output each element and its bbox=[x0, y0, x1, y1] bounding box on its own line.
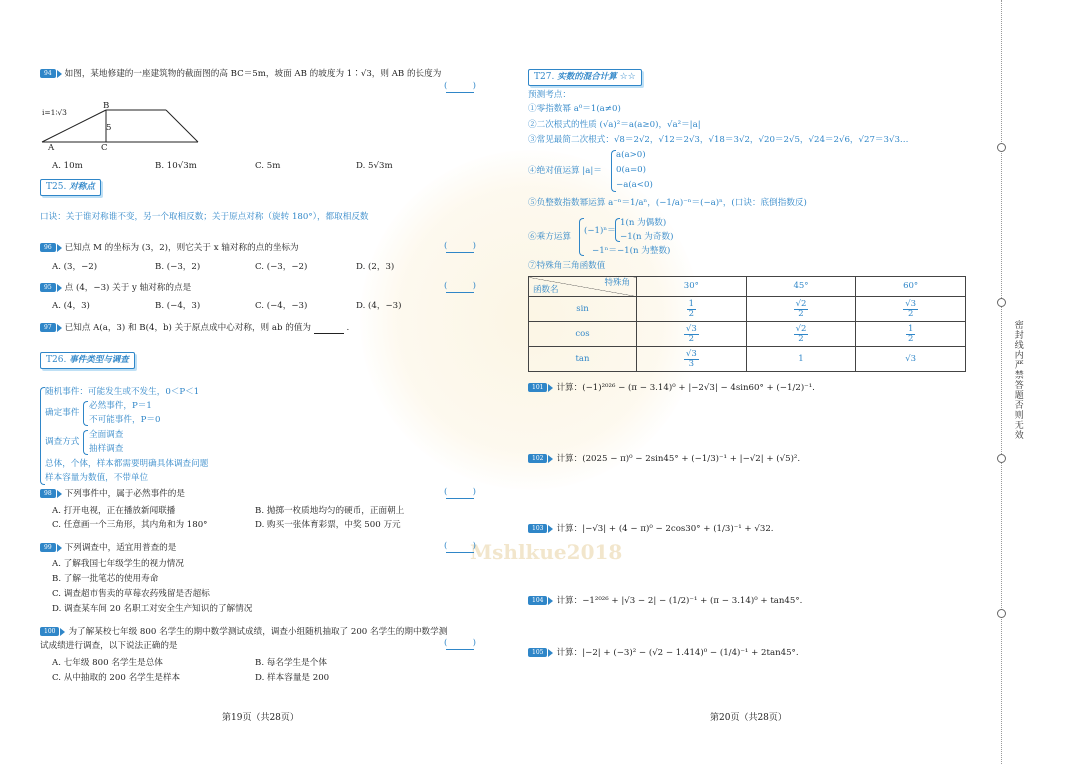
note-population: 总体，个体，样本都需要明确具体调查问题 bbox=[45, 459, 209, 469]
angle-header: 45° bbox=[746, 277, 856, 297]
page-footer: 第20页（共28页） bbox=[710, 713, 787, 723]
numerator: √3 bbox=[685, 348, 697, 359]
arrow-icon bbox=[57, 490, 62, 498]
option-d[interactable]: D. 样本容量是 200 bbox=[255, 673, 330, 683]
arrow-icon bbox=[57, 244, 62, 252]
t25-mnemonic: 口诀：关于谁对称谁不变，另一个取相反数；关于原点对称（旋转 180°），都取相反数 bbox=[40, 212, 369, 222]
corner-top-label: 特殊角 bbox=[604, 278, 630, 288]
arrow-icon bbox=[548, 525, 553, 533]
question-98 bbox=[40, 489, 185, 499]
question-text: 下列调查中，适宜用普查的是 bbox=[64, 543, 177, 553]
abs-case-3: −a(a<0) bbox=[616, 180, 653, 190]
denominator: 3 bbox=[688, 358, 695, 369]
option-c[interactable]: C. 调查超市售卖的草莓农药残留是否超标 bbox=[52, 589, 210, 599]
answer-slot[interactable] bbox=[446, 489, 474, 499]
point-5: ⑤负整数指数幂运算 a⁻ⁿ＝1/aⁿ，(−1/a)⁻ⁿ＝(−a)ⁿ，(口诀：底倒指数反) bbox=[528, 198, 807, 208]
question-text: 下列事件中，属于必然事件的是 bbox=[64, 489, 185, 499]
table-cell: √3 bbox=[856, 347, 966, 372]
trig-table bbox=[528, 276, 966, 372]
option-c[interactable]: C. 5m bbox=[255, 161, 281, 171]
note-certain-1: 必然事件，P＝1 bbox=[89, 401, 152, 411]
survey-brace bbox=[83, 430, 88, 455]
table-cell bbox=[856, 297, 966, 322]
numerator: √3 bbox=[685, 323, 697, 334]
slope-label: i=1∶√3 bbox=[42, 108, 67, 117]
arrow-icon bbox=[57, 324, 62, 332]
point-a-label: A bbox=[48, 143, 55, 153]
question-number: 98 bbox=[40, 489, 56, 498]
section-t25 bbox=[40, 179, 101, 196]
table-row bbox=[529, 322, 966, 347]
option-d[interactable]: D. 购买一张体育彩票，中奖 500 万元 bbox=[255, 520, 401, 530]
option-a[interactable]: A. (4，3) bbox=[52, 301, 90, 311]
option-c[interactable]: C. (−3，−2) bbox=[255, 262, 308, 272]
note-certain-label: 确定事件 bbox=[45, 408, 80, 418]
power-brace bbox=[579, 218, 584, 256]
section-title: 实数的混合计算 bbox=[557, 72, 617, 82]
question-number: 96 bbox=[40, 243, 56, 252]
point-1: ①零指数幂 a⁰＝1(a≠0) bbox=[528, 104, 621, 114]
option-d[interactable]: D. 调查某车间 20 名职工对安全生产知识的了解情况 bbox=[52, 604, 253, 614]
table-cell bbox=[637, 347, 747, 372]
arrow-icon bbox=[57, 284, 62, 292]
option-a[interactable]: A. (3，−2) bbox=[52, 262, 98, 272]
binding-dotted-line bbox=[1001, 0, 1002, 764]
certain-brace bbox=[83, 401, 88, 426]
denominator: 2 bbox=[907, 308, 914, 319]
question-number: 101 bbox=[528, 383, 547, 392]
numerator: 1 bbox=[688, 298, 695, 309]
arrow-icon bbox=[548, 649, 553, 657]
question-number: 105 bbox=[528, 648, 547, 657]
abs-case-1: a(a>0) bbox=[616, 150, 646, 160]
question-text: 计算：−1²⁰²⁶ + |√3 − 2| − (1/2)⁻¹ + (π − 3.14)⁰ + tan45°. bbox=[556, 596, 803, 606]
arrow-icon bbox=[548, 455, 553, 463]
option-b[interactable]: B. (−4，3) bbox=[155, 301, 201, 311]
binding-hole bbox=[997, 454, 1006, 463]
outer-brace bbox=[40, 387, 45, 485]
arrow-icon bbox=[57, 70, 62, 78]
note-random: 随机事件：可能发生或不发生，0＜P＜1 bbox=[45, 387, 200, 397]
answer-slot[interactable] bbox=[446, 83, 474, 93]
watermark-text: Mshlkue2018 bbox=[470, 540, 623, 564]
answer-slot[interactable] bbox=[446, 243, 474, 253]
option-d[interactable]: D. 5√3m bbox=[356, 161, 393, 171]
question-99 bbox=[40, 543, 176, 553]
option-a[interactable]: A. 七年级 800 名学生是总体 bbox=[52, 658, 163, 668]
section-t26 bbox=[40, 352, 135, 369]
question-text: 计算：|−√3| + (4 − π)⁰ − 2cos30° + (1/3)⁻¹ + √32. bbox=[556, 524, 774, 534]
arrow-icon bbox=[548, 597, 553, 605]
note-survey-1: 全面调查 bbox=[89, 430, 124, 440]
note-survey-2: 抽样调查 bbox=[89, 444, 124, 454]
numerator: √2 bbox=[795, 323, 807, 334]
option-a[interactable]: A. 打开电视，正在播放新闻联播 bbox=[52, 506, 176, 516]
option-a[interactable]: A. 10m bbox=[52, 161, 83, 171]
point-2: ②二次根式的性质 (√a)²＝a(a≥0)，√a²＝|a| bbox=[528, 120, 701, 130]
question-number: 99 bbox=[40, 543, 56, 552]
option-b[interactable]: B. 了解一批笔芯的使用寿命 bbox=[52, 574, 159, 584]
table-cell bbox=[746, 322, 856, 347]
question-number: 103 bbox=[528, 524, 547, 533]
section-code: T27. bbox=[534, 72, 555, 82]
option-b[interactable]: B. 每名学生是个体 bbox=[255, 658, 327, 668]
table-cell bbox=[746, 297, 856, 322]
question-96 bbox=[40, 243, 299, 253]
question-text-line1: 为了解某校七年级 800 名学生的期中数学测试成绩，调查小组随机抽取了 200 名学生的期中数学测 bbox=[68, 627, 448, 637]
power-case-1: 1(n 为偶数) bbox=[620, 218, 667, 228]
question-102 bbox=[528, 454, 800, 464]
question-104 bbox=[528, 596, 802, 606]
table-cell bbox=[637, 297, 747, 322]
corner-bottom-label: 函数名 bbox=[533, 284, 559, 295]
question-94 bbox=[40, 69, 441, 79]
table-cell bbox=[856, 322, 966, 347]
point-4-label: ④绝对值运算 |a|＝ bbox=[528, 166, 602, 176]
angle-header: 60° bbox=[856, 277, 966, 297]
question-95 bbox=[40, 283, 191, 293]
function-name: cos bbox=[529, 322, 637, 347]
note-sample-size: 样本容量为数值，不带单位 bbox=[45, 473, 149, 483]
note-survey-label: 调查方式 bbox=[45, 437, 80, 447]
option-b[interactable]: B. (−3，2) bbox=[155, 262, 201, 272]
question-100 bbox=[40, 627, 447, 637]
difficulty-stars: ☆☆ bbox=[619, 72, 636, 82]
seal-line-warning: 密封线内严禁答题否则无效 bbox=[1012, 320, 1023, 440]
table-row bbox=[529, 347, 966, 372]
binding-hole bbox=[997, 298, 1006, 307]
question-text: 已知点 M 的坐标为 (3，2)，则它关于 x 轴对称的点的坐标为 bbox=[64, 243, 299, 253]
option-d[interactable]: D. (4，−3) bbox=[356, 301, 402, 311]
question-text: 已知点 A(a，3) 和 B(4，b) 关于原点成中心对称，则 ab 的值为 bbox=[64, 323, 312, 333]
arrow-icon bbox=[548, 384, 553, 392]
note-certain-2: 不可能事件，P＝0 bbox=[89, 415, 161, 425]
denominator: 2 bbox=[907, 333, 914, 344]
question-number: 94 bbox=[40, 69, 56, 78]
answer-slot[interactable] bbox=[446, 543, 474, 553]
page-footer: 第19页（共28页） bbox=[222, 713, 299, 723]
option-a[interactable]: A. 了解我国七年级学生的视力情况 bbox=[52, 559, 184, 569]
option-c[interactable]: C. 从中抽取的 200 名学生是样本 bbox=[52, 673, 181, 683]
point-c-label: C bbox=[101, 143, 108, 153]
option-c[interactable]: C. (−4，−3) bbox=[255, 301, 308, 311]
fill-blank[interactable] bbox=[314, 323, 344, 334]
question-text: 计算：|−2| + (−3)² − (√2 − 1.414)⁰ − (1/4)⁻¹ + 2tan45°. bbox=[556, 648, 799, 658]
answer-slot[interactable] bbox=[446, 283, 474, 293]
option-d[interactable]: D. (2，3) bbox=[356, 262, 395, 272]
preview-heading: 预测考点： bbox=[528, 90, 571, 100]
binding-hole bbox=[997, 143, 1006, 152]
option-b[interactable]: B. 10√3m bbox=[155, 161, 197, 171]
table-cell: 1 bbox=[746, 347, 856, 372]
question-number: 102 bbox=[528, 454, 547, 463]
question-101 bbox=[528, 383, 815, 393]
table-cell bbox=[637, 322, 747, 347]
point-7: ⑦特殊角三角函数值 bbox=[528, 261, 606, 271]
denominator: 2 bbox=[688, 308, 695, 319]
table-corner bbox=[529, 277, 637, 297]
table-row bbox=[529, 297, 966, 322]
section-title: 事件类型与调查 bbox=[69, 355, 129, 365]
question-number: 104 bbox=[528, 596, 547, 605]
arrow-icon bbox=[60, 628, 65, 636]
power-left: (−1)ⁿ＝ bbox=[584, 226, 616, 236]
power-extra: −1ⁿ＝−1(n 为整数) bbox=[592, 246, 671, 256]
question-97 bbox=[40, 323, 349, 334]
numerator: √3 bbox=[905, 298, 917, 309]
question-103 bbox=[528, 524, 774, 534]
answer-slot[interactable] bbox=[446, 640, 474, 650]
question-number: 95 bbox=[40, 283, 56, 292]
power-case-2: −1(n 为奇数) bbox=[620, 232, 674, 242]
section-title: 对称点 bbox=[69, 182, 95, 192]
binding-hole bbox=[997, 609, 1006, 618]
denominator: 2 bbox=[798, 308, 804, 319]
question-text: 如图，某地修建的一座建筑物的截面图的高 BC＝5m，坡面 AB 的坡度为 1∶√3，则 AB 的长度为 bbox=[64, 69, 442, 79]
section-code: T26. bbox=[46, 355, 67, 365]
question-100-line2: 试成绩进行调查，以下说法正确的是 bbox=[40, 641, 178, 651]
point-6-label: ⑥乘方运算 bbox=[528, 232, 571, 242]
table-header-row bbox=[529, 277, 966, 297]
numerator: 1 bbox=[907, 323, 914, 334]
question-text: 计算：(−1)²⁰²⁶ − (π − 3.14)⁰ + |−2√3| − 4sin60° + (−1/2)⁻¹. bbox=[556, 383, 815, 393]
numerator: √2 bbox=[795, 298, 807, 309]
question-tail: . bbox=[346, 323, 350, 333]
function-name: sin bbox=[529, 297, 637, 322]
question-number: 100 bbox=[40, 627, 59, 636]
question-text: 计算：(2025 − π)⁰ − 2sin45° + (−1/3)⁻¹ + |−√2| + (√5)². bbox=[556, 454, 801, 464]
point-3: ③常见最简二次根式：√8＝2√2，√12＝2√3，√18＝3√2，√20＝2√5，√24＝2√6，√27＝3√3… bbox=[528, 135, 909, 145]
section-t27 bbox=[528, 69, 642, 86]
question-105 bbox=[528, 648, 799, 658]
angle-header: 30° bbox=[637, 277, 747, 297]
section-code: T25. bbox=[46, 182, 67, 192]
arrow-icon bbox=[57, 544, 62, 552]
denominator: 2 bbox=[798, 333, 804, 344]
height-label: 5 bbox=[106, 123, 112, 133]
question-number: 97 bbox=[40, 323, 56, 332]
point-b-label: B bbox=[103, 101, 110, 111]
option-c[interactable]: C. 任意画一个三角形，其内角和为 180° bbox=[52, 520, 208, 530]
denominator: 2 bbox=[688, 333, 695, 344]
abs-case-2: 0(a=0) bbox=[616, 165, 646, 175]
question-text: 点 (4，−3) 关于 y 轴对称的点是 bbox=[64, 283, 192, 293]
function-name: tan bbox=[529, 347, 637, 372]
option-b[interactable]: B. 抛掷一枚质地均匀的硬币，正面朝上 bbox=[255, 506, 405, 516]
